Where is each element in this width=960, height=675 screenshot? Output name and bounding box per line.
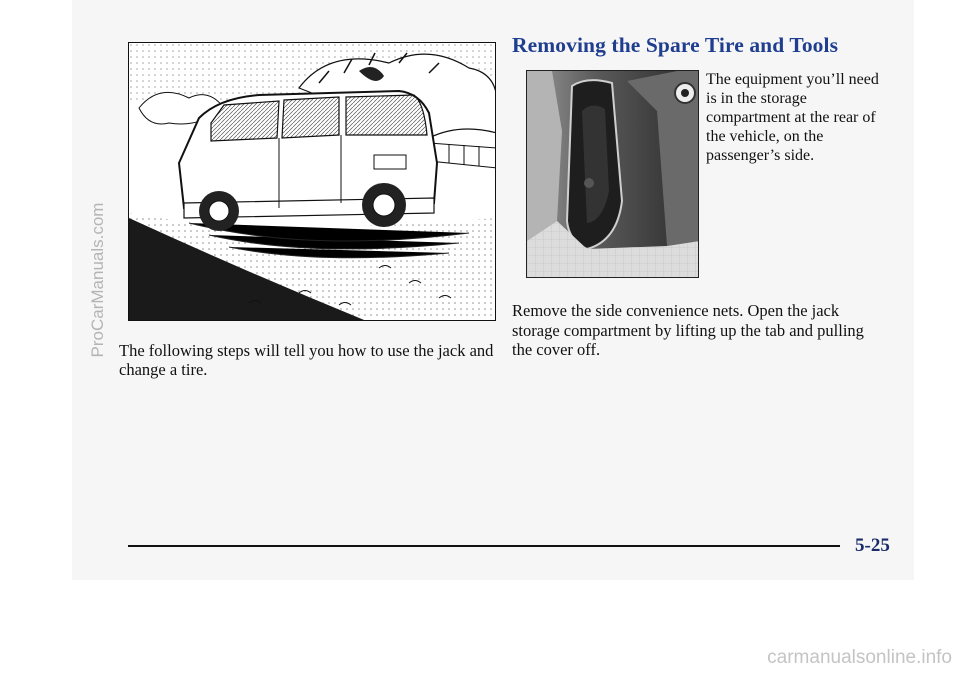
side-watermark [78,105,118,455]
footer-divider [128,545,840,547]
page-number: 5-25 [855,535,890,556]
section-title: Removing the Spare Tire and Tools [512,33,839,57]
side-watermark-text: ProCarManuals.com [88,202,107,358]
van-illustration [128,42,496,321]
left-caption: The following steps will tell you how to use the jack and change a tire. [119,341,494,379]
removal-instructions-text: Remove the side convenience nets. Open the jack storage compartment by lifting up the tab and pulling the cover off. [512,301,864,359]
bottom-watermark: carmanualsonline.info [767,647,952,668]
equipment-location-text: The equipment you’ll need is in the storage compartment at the rear of the vehicle, on the passenger’s side. [706,71,879,164]
storage-compartment-photo [526,70,699,278]
